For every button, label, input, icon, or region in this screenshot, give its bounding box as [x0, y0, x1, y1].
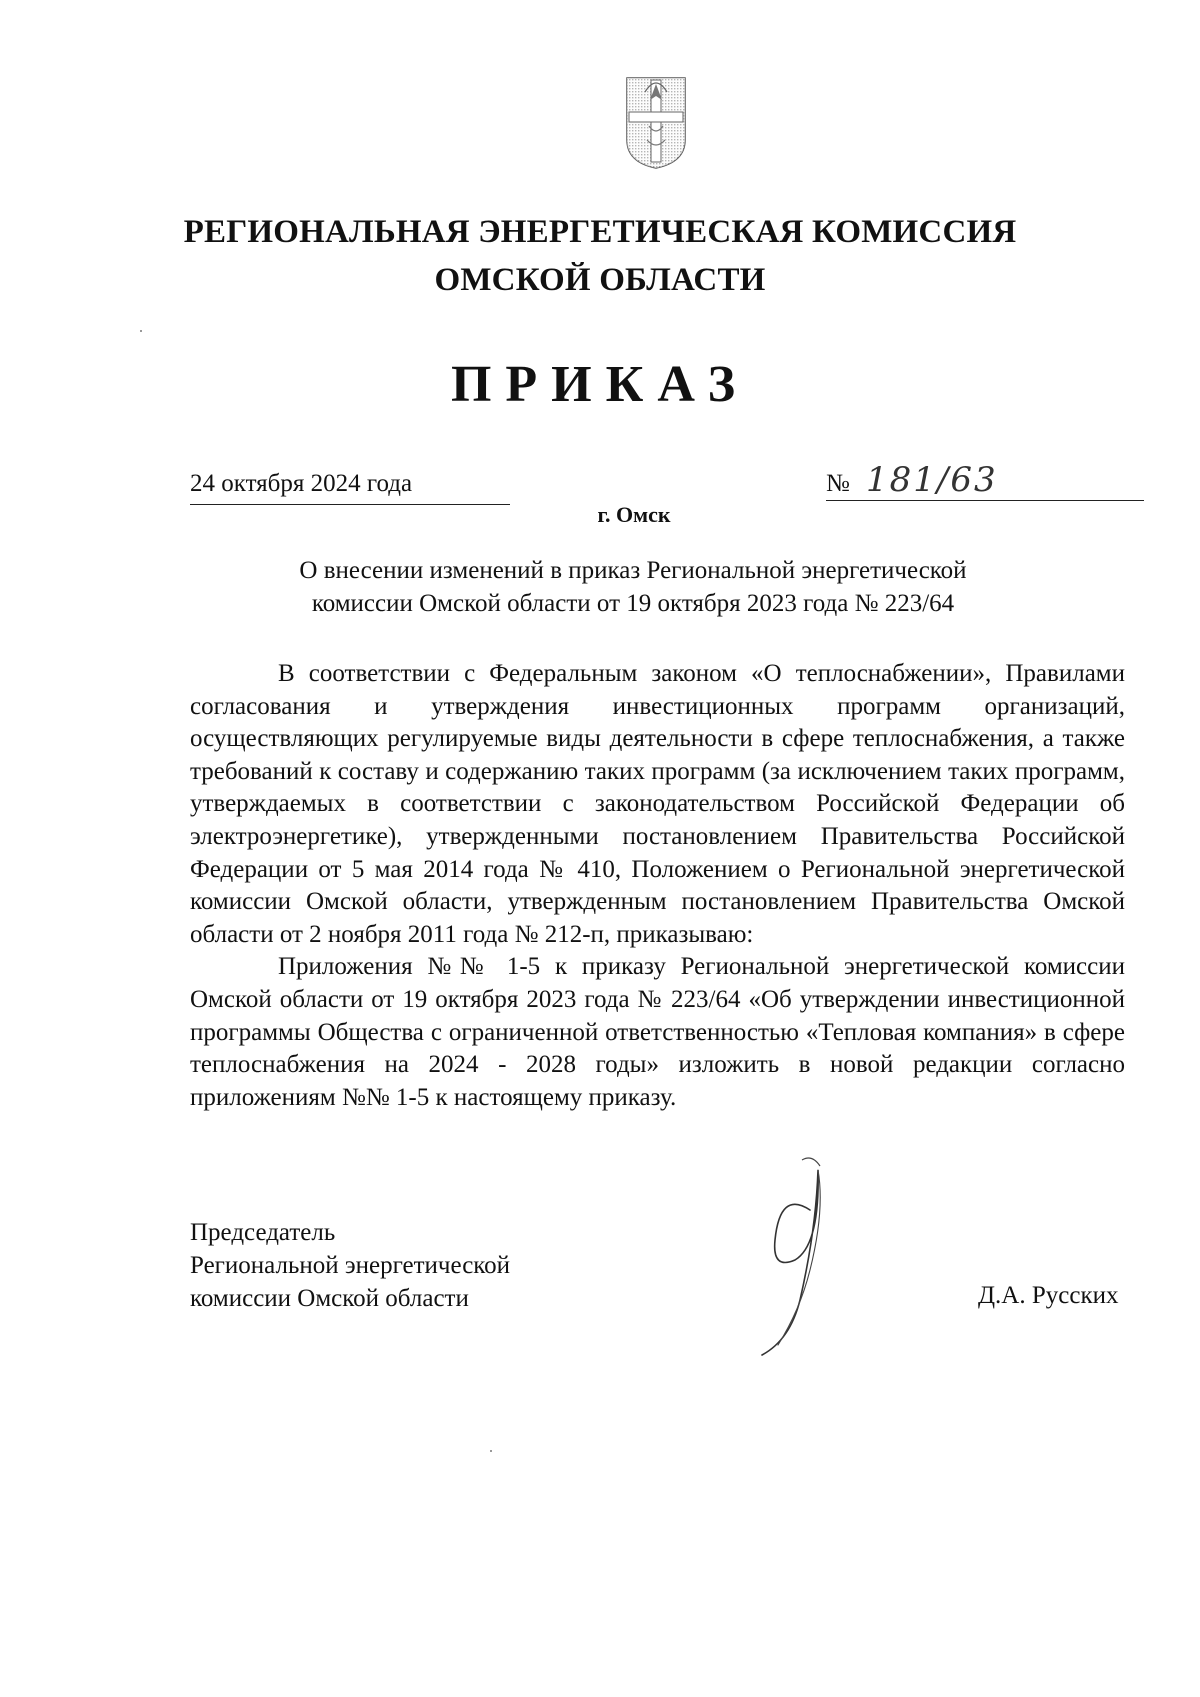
document-place: г. Омск [597, 502, 671, 527]
signatory-title-line-2: Региональной энергетической [190, 1252, 511, 1279]
document-subject [0, 554, 1200, 620]
signatory-title [190, 1216, 510, 1315]
subject-line-1: О внесении изменений в приказ Региональной энергетической [299, 557, 967, 584]
document-number-handwritten: 181/63 [866, 460, 998, 500]
signatory-name: Д.А. Русских [978, 1282, 1119, 1309]
scan-speck [490, 1450, 492, 1452]
organization-line-1: РЕГИОНАЛЬНАЯ ЭНЕРГЕТИЧЕСКАЯ КОМИССИЯ [183, 214, 1017, 250]
handwritten-signature [740, 1150, 890, 1360]
document-type-title: ПРИКАЗ [450, 356, 750, 413]
number-sign: № [826, 470, 850, 497]
document-date: 24 октября 2024 года [190, 470, 510, 505]
organization-name [0, 208, 1200, 304]
document-number-field [826, 460, 1144, 501]
signatory-title-line-3: комиссии Омской области [190, 1285, 469, 1312]
signatory-title-line-1: Председатель [190, 1219, 336, 1246]
body-paragraph-1: В соответствии с Федеральным законом «О теплоснабжении», Правилами согласования и утверждения инвестиционных программ организаций, осуществляющих регулируемые виды деятельности в сфере теплоснабжения, а также требований к составу и содержанию таких программ (за исключением таких программ, утверждаемых в соответствии с законодательством Российской Федерации об электроэнергетике), утвержденными постановлением Правительства Российской Федерации от 5 мая 2014 года № 410, Положением о Региональной энергетической комиссии Омской области, утвержденным постановлением Правительства Омской области от 2 ноября 2011 года № 212-п, приказываю: [190, 660, 1125, 948]
coat-of-arms-icon [623, 70, 689, 170]
document-body [190, 658, 1125, 1114]
body-paragraph-2: Приложения №№ 1-5 к приказу Региональной энергетической комиссии Омской области от 19 октября 2023 года № 223/64 «Об утверждении инвестиционной программы Общества с ограниченной ответственностью «Тепловая компания» в сфере теплоснабжения на 2024 - 2028 годы» изложить в новой редакции согласно приложениям №№ 1-5 к настоящему приказу. [190, 953, 1125, 1111]
subject-line-2: комиссии Омской области от 19 октября 2023 года № 223/64 [311, 590, 955, 617]
scan-speck [140, 330, 142, 332]
organization-line-2: ОМСКОЙ ОБЛАСТИ [434, 262, 766, 298]
